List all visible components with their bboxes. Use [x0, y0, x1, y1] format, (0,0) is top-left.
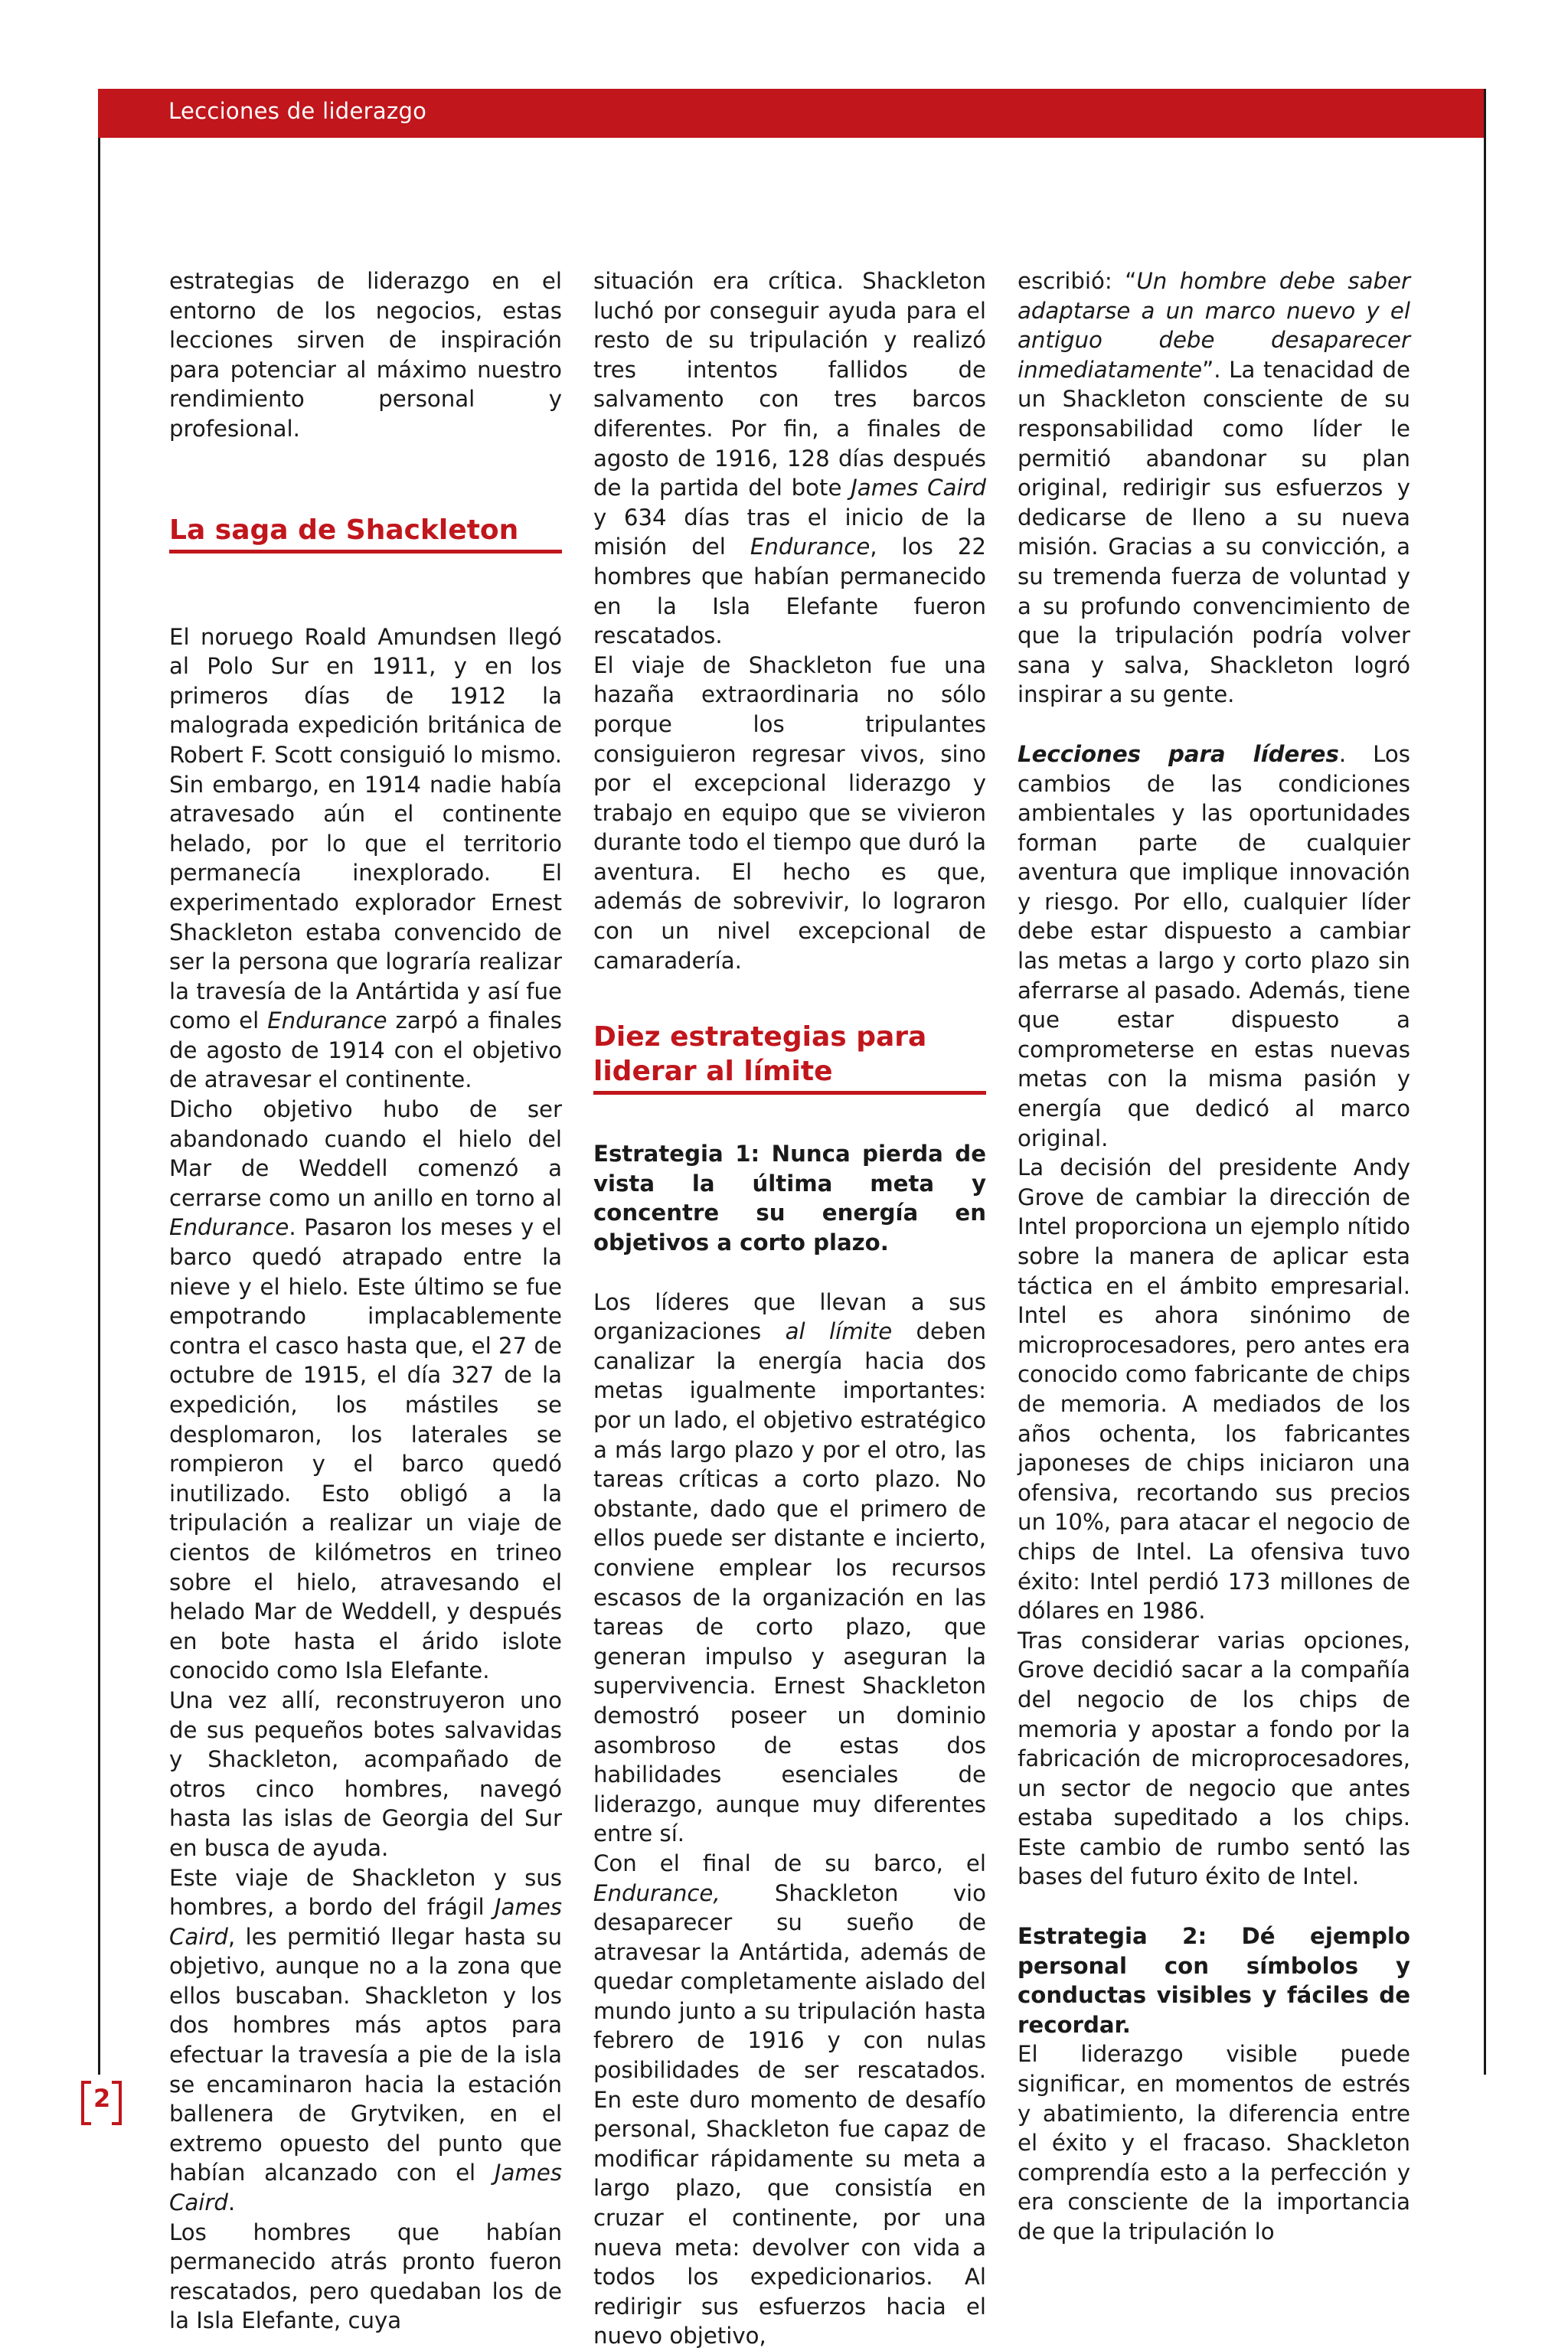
strategy-1-heading: Estrategia 1: Nunca pierda de vista la última meta y concentre su energía en objetivos a corto plazo.: [593, 1141, 986, 1256]
section-title-saga: La saga de Shackleton: [169, 513, 562, 553]
page-number-bracket-left: [81, 2081, 91, 2125]
paragraph: El noruego Roald Amundsen llegó al Polo Sur en 1911, y en los primeros días de 1912 la malograda expedición británica de Robert F. Scott consiguió lo mismo. Sin embargo, en 1914 nadie había atravesado aún el continente helado, por lo que el territorio permanecía inexplorado. El experimentado explorador Ernest Shackleton estaba convencido de ser la persona que lograría realizar la travesía de la Antártida y así fue como el Endurance zarpó a finales de agosto de 1914 con el objetivo de atravesar el continente.: [169, 623, 562, 1093]
running-header-title: Lecciones de liderazgo: [168, 98, 427, 124]
paragraph: Este viaje de Shackleton y sus hombres, a bordo del frágil James Caird, les permitió llegar hasta su objetivo, aunque no a la zona que ellos buscaban. Shackleton y los dos hombres más aptos para efectuar la travesía a pie de la isla se encaminaron hacia la estación ballenera de Grytviken, en el extremo opuesto del punto que habían alcanzado con el James Caird.: [169, 1864, 562, 2216]
paragraph: Lecciones para líderes. Los cambios de las condiciones ambientales y las oportunidades forman parte de cualquier aventura que implique innovación y riesgo. Por ello, cualquier líder debe estar dispuesto a cambiar las metas a largo y corto plazo sin aferrarse al pasado. Además, tiene que estar dispuesto a comprometerse en estas nuevas metas con la misma pasión y energía que dedicó al marco original.: [1018, 740, 1410, 1151]
page-number: 2: [93, 2084, 111, 2113]
paragraph: Dicho objetivo hubo de ser abandonado cuando el hielo del Mar de Weddell comenzó a cerrarse como un anillo en torno al Endurance. Pasaron los meses y el barco quedó atrapado entre la nieve y el hielo. Este último se fue empotrando implacablemente contra el casco hasta que, el 27 de octubre de 1915, el día 327 de la expedición, los mástiles se desplomaron, los laterales se rompieron y el barco quedó inutilizado. Esto obligó a la tripulación a realizar un viaje de cientos de kilómetros en trineo sobre el hielo, atravesando el helado Mar de Weddell, y después en bote hasta el árido islote conocido como Isla Elefante.: [169, 1096, 562, 1684]
left-margin-rule: [98, 138, 100, 2075]
paragraph: Una vez allí, reconstruyeron uno de sus pequeños botes salvavidas y Shackleton, acompañado de otros cinco hombres, navegó hasta las islas de Georgia del Sur en busca de ayuda.: [169, 1687, 562, 1861]
paragraph: La decisión del presidente Andy Grove de cambiar la dirección de Intel proporciona un ejemplo nítido sobre la manera de aplicar esta táctica en el ámbito empresarial. Intel es ahora sinónimo de microprocesadores, pero antes era conocido como fabricante de chips de memoria. A mediados de los años ochenta, los fabricantes japoneses de chips iniciaron una ofensiva, recortando sus precios un 10%, para atacar el negocio de chips de Intel. La ofensiva tuvo éxito: Intel perdió 173 millones de dólares en 1986.: [1018, 1154, 1410, 1624]
column-2: [593, 266, 986, 2351]
paragraph: El viaje de Shackleton fue una hazaña extraordinaria no sólo porque los tripulantes consiguieron regresar vivos, sino por el excepcional liderazgo y trabajo en equipo que se vivieron durante todo el tiempo que duró la aventura. El hecho es que, además de sobrevivir, lo lograron con un nivel excepcional de camaradería.: [593, 651, 986, 974]
column-3: [1018, 266, 1410, 2247]
strategy-2-heading: Estrategia 2: Dé ejemplo personal con símbolos y conductas visibles y fáciles de recordar.: [1018, 1923, 1410, 2038]
paragraph: Los líderes que llevan a sus organizaciones al límite deben canalizar la energía hacia dos metas igualmente importantes: por un lado, el objetivo estratégico a más largo plazo y por el otro, las tareas críticas a corto plazo. No obstante, dado que el primero de ellos puede ser distante e incierto, conviene emplear los recursos escasos de la organización en las tareas de corto plazo, que generan impulso y aseguran la supervivencia. Ernest Shackleton demostró poseer un dominio asombroso de estas dos habilidades esenciales de liderazgo, aunque muy diferentes entre sí.: [593, 1288, 986, 1847]
section-title-estrategias: Diez estrategias para liderar al límite: [593, 1020, 986, 1095]
paragraph: situación era crítica. Shackleton luchó por conseguir ayuda para el resto de su tripulación y realizó tres intentos fallidos de salvamento con tres barcos diferentes. Por fin, a finales de agosto de 1916, 128 días después de la partida del bote James Caird y 634 días tras el inicio de la misión del Endurance, los 22 hombres que habían permanecido en la Isla Elefante fueron rescatados.: [593, 268, 986, 649]
right-margin-rule: [1484, 89, 1486, 2075]
paragraph: Con el final de su barco, el Endurance, Shackleton vio desaparecer su sueño de atravesar la Antártida, además de quedar completamente aislado del mundo junto a su tripulación hasta febrero de 1916 y con nulas posibilidades de ser rescatados. En este duro momento de desafío personal, Shackleton fue capaz de modificar rápidamente su meta a largo plazo, que consistía en cruzar el continente, por una nueva meta: devolver con vida a todos los expedicionarios. Al redirigir sus esfuerzos hacia el nuevo objetivo,: [593, 1850, 986, 2349]
paragraph: El liderazgo visible puede significar, en momentos de estrés y abatimiento, la diferencia entre el éxito y el fracaso. Shackleton comprendía esto a la perfección y era consciente de la importancia de que la tripulación lo: [1018, 2041, 1410, 2245]
paragraph: Los hombres que habían permanecido atrás pronto fueron rescatados, pero quedaban los de la Isla Elefante, cuya: [169, 2219, 562, 2334]
paragraph: Tras considerar varias opciones, Grove decidió sacar a la compañía del negocio de los chips de memoria y apostar a fondo por la fabricación de microprocesadores, un sector de negocio que antes estaba supeditado a los chips. Este cambio de rumbo sentó las bases del futuro éxito de Intel.: [1018, 1627, 1410, 1890]
paragraph: escribió: “Un hombre debe saber adaptarse a un marco nuevo y el antiguo debe desaparecer inmediatamente”. La tenacidad de un Shackleton consciente de su responsabilidad como líder le permitió abandonar su plan original, redirigir sus esfuerzos y dedicarse de lleno a su nueva misión. Gracias a su convicción, a su tremenda fuerza de voluntad y a su profundo convencimiento de que la tripulación podría volver sana y salva, Shackleton logró inspirar a su gente.: [1018, 268, 1410, 708]
page-number-bracket-right: [112, 2081, 122, 2125]
column-1: [169, 266, 562, 2336]
header-bar: [98, 89, 1485, 138]
intro-paragraph-end: estrategias de liderazgo en el entorno de los negocios, estas lecciones sirven de inspiración para potenciar al máximo nuestro rendimiento personal y profesional.: [169, 268, 562, 442]
